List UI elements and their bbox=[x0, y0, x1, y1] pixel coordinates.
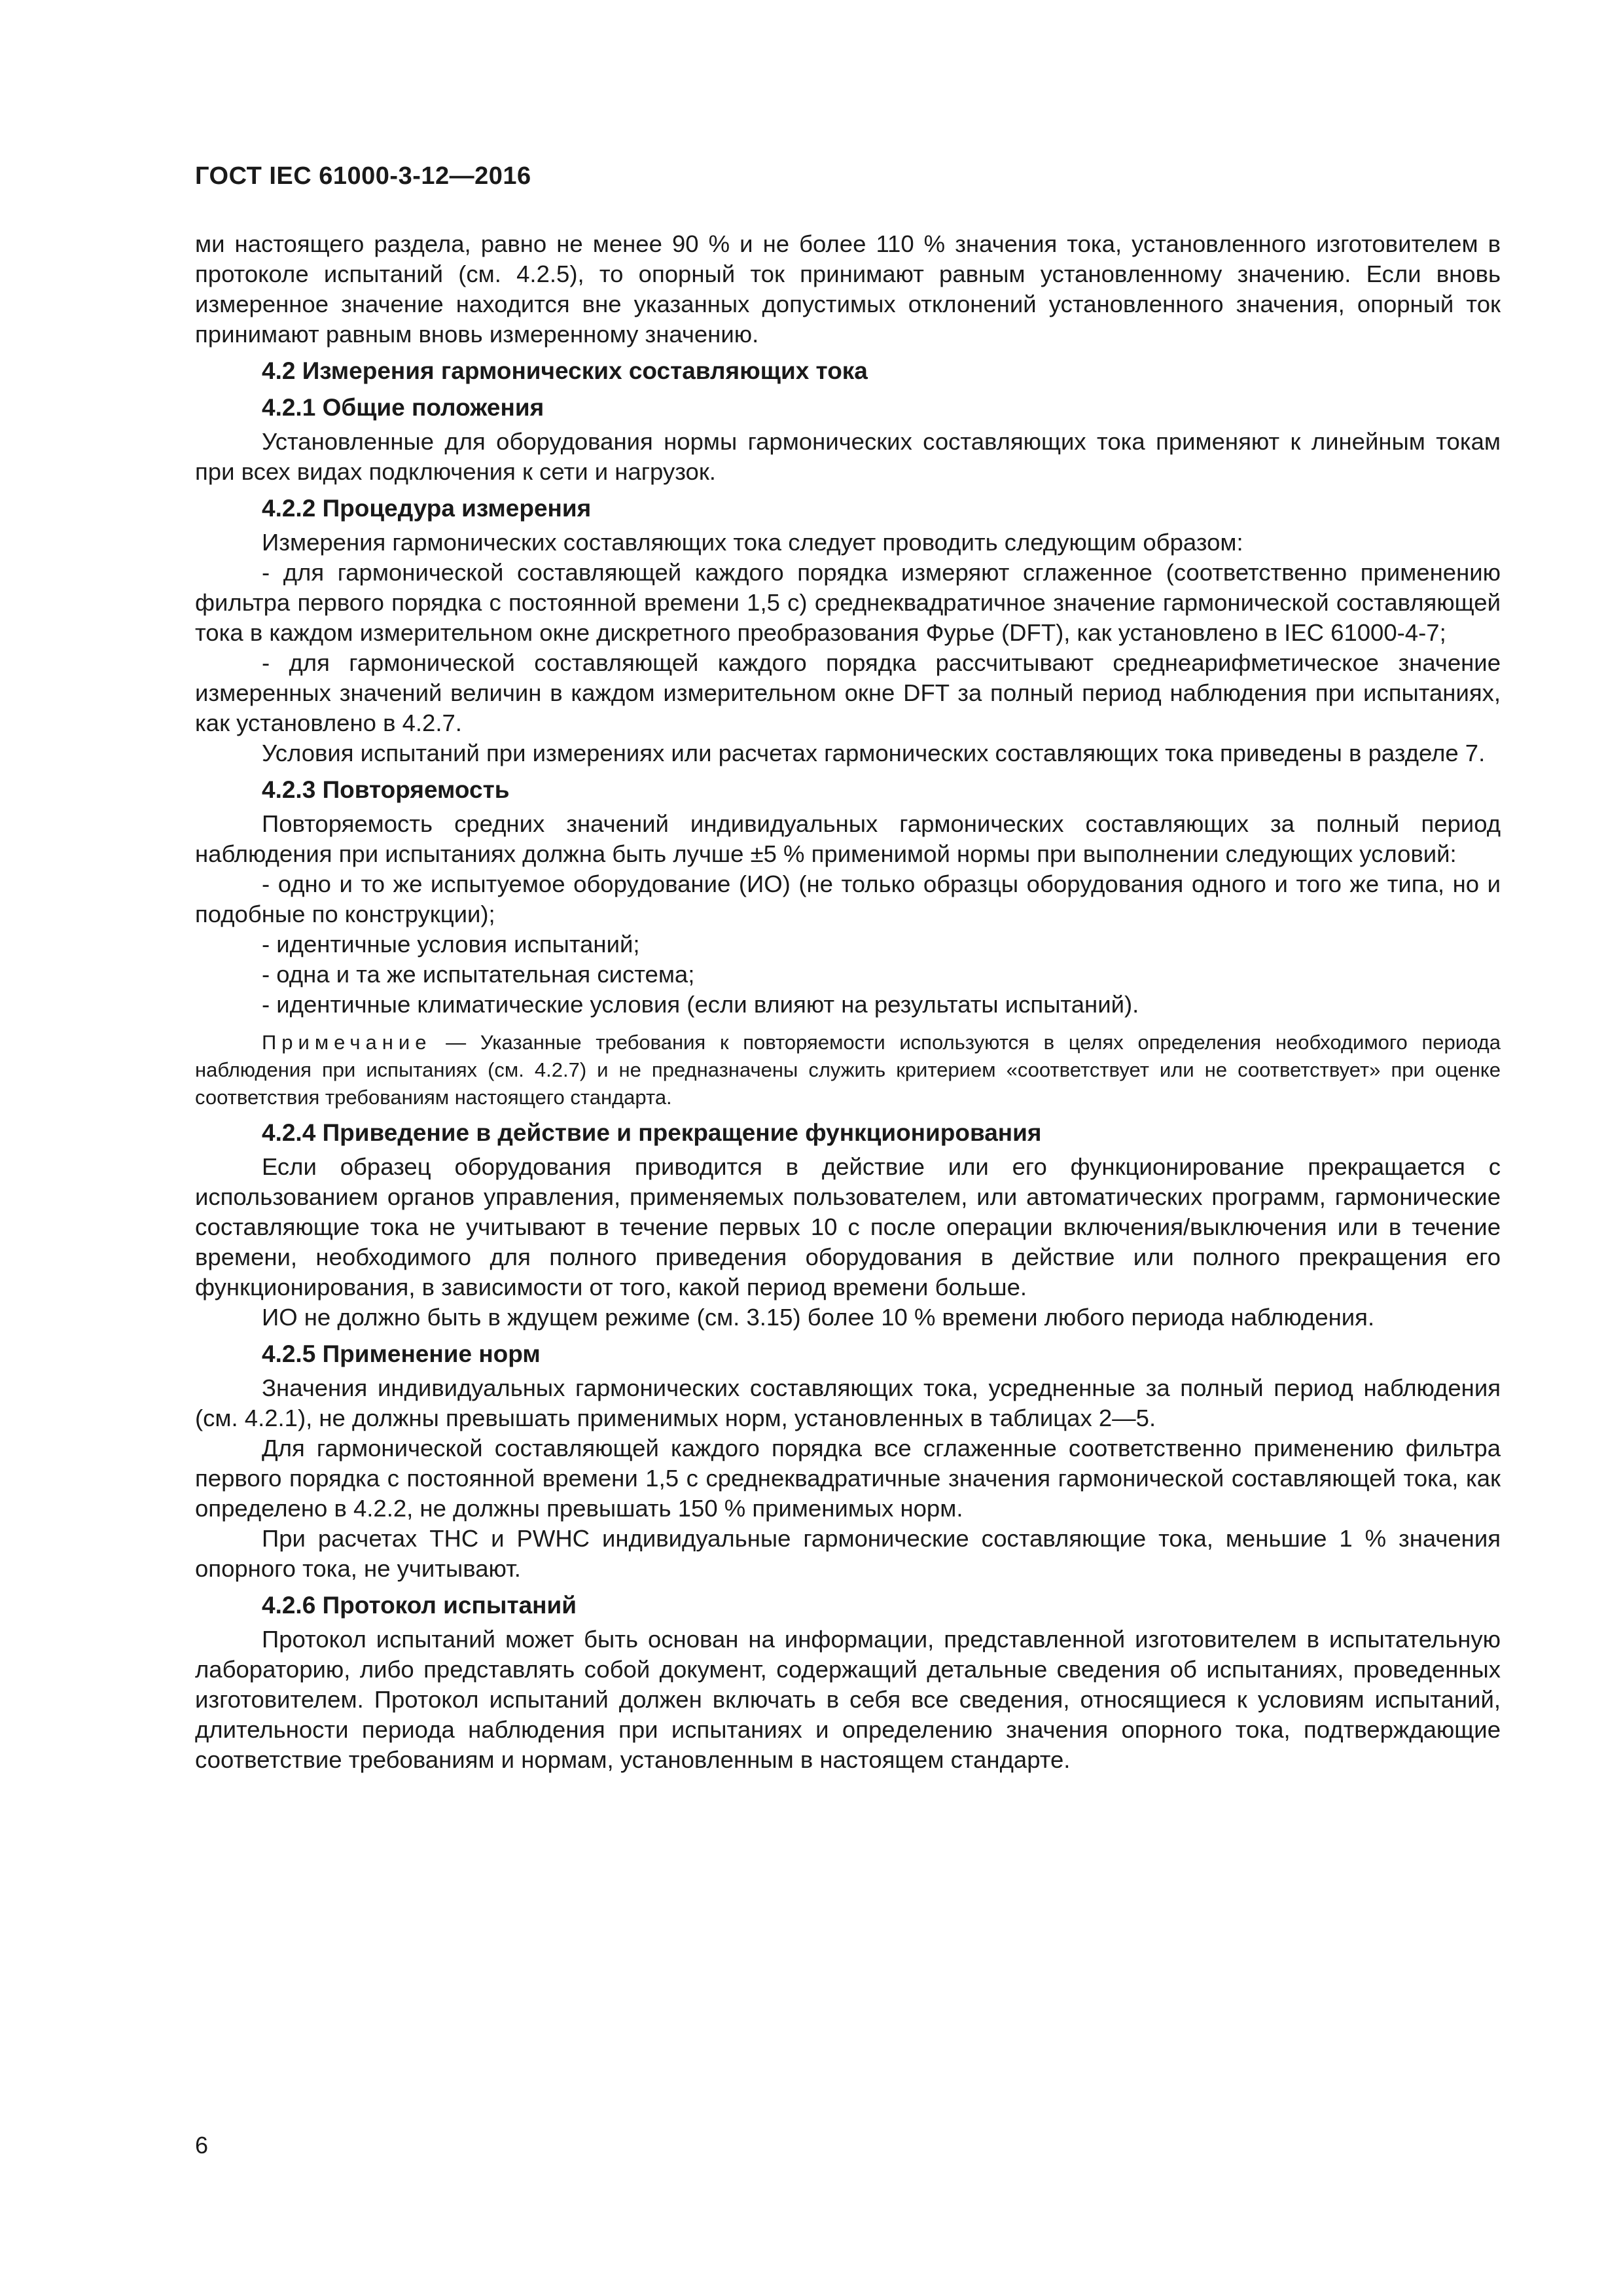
page-number: 6 bbox=[195, 2132, 209, 2159]
section-heading-4-2-2: 4.2.2 Процедура измерения bbox=[262, 495, 592, 522]
paragraph-4-2-2-d: Условия испытаний при измерениях или расчетах гармонических составляющих тока приведены в разделе 7. bbox=[262, 740, 1486, 766]
paragraph-intro: ми настоящего раздела, равно не менее 90 % и не более 110 % значения тока, установленного изготовителем в протоколе испытаний (см. 4.2.5), то опорный ток принимают равным установленному значению. Если вновь измеренное значение находится вне указанных допустимых отклонений установленного значения, опорный ток принимают равным вновь измеренному значению. bbox=[195, 230, 1501, 348]
section-heading-4-2: 4.2 Измерения гармонических составляющих тока bbox=[262, 357, 868, 384]
paragraph-4-2-4-a: Если образец оборудования приводится в действие или его функционирование прекращается с использованием органов управления, применяемых пользователем, или автоматических программ, гармонические составляющие тока не учитывают в течение первых 10 с после операции включения/выключения или в течение времени, необходимого для полного приведения оборудования в действие или полного прекращения его функционирования, в зависимости от того, какой период времени больше. bbox=[195, 1153, 1501, 1300]
section-heading-4-2-5: 4.2.5 Применение норм bbox=[262, 1340, 541, 1367]
document-page bbox=[195, 164, 1501, 2258]
standard-designation: ГОСТ IEC 61000-3-12—2016 bbox=[195, 162, 531, 190]
note-text: — Указанные требования к повторяемости используются в целях определения необходимого периода наблюдения при испытаниях (см. 4.2.7) и не предназначены служить критерием «соответствует или не соответствует» при оценке соответствия требованиям настоящего стандарта. bbox=[195, 1031, 1501, 1109]
section-heading-4-2-4: 4.2.4 Приведение в действие и прекращение функционирования bbox=[262, 1119, 1042, 1146]
paragraph-4-2-5-a: Значения индивидуальных гармонических составляющих тока, усредненные за полный период наблюдения (см. 4.2.1), не должны превышать применимых норм, установленных в таблицах 2—5. bbox=[195, 1374, 1501, 1431]
list-item-4-2-3-c: - идентичные условия испытаний; bbox=[262, 931, 640, 958]
paragraph-4-2-4-b: ИО не должно быть в ждущем режиме (см. 3.15) более 10 % времени любого периода наблюдения. bbox=[262, 1304, 1375, 1331]
note-label: Примечание bbox=[262, 1031, 432, 1054]
paragraph-4-2-1: Установленные для оборудования нормы гармонических составляющих тока применяют к линейным токам при всех видах подключения к сети и нагрузок. bbox=[195, 428, 1501, 485]
document-body bbox=[195, 229, 1501, 1775]
note-paragraph bbox=[195, 1029, 1501, 1111]
section-heading-4-2-6: 4.2.6 Протокол испытаний bbox=[262, 1592, 577, 1619]
list-item-4-2-3-d: - одна и та же испытательная система; bbox=[262, 961, 695, 988]
list-item-4-2-3-b: - одно и то же испытуемое оборудование (ИО) (не только образцы оборудования одного и того же типа, но и подобные по конструкции); bbox=[195, 870, 1501, 927]
list-item-4-2-2-b: - для гармонической составляющей каждого порядка измеряют сглаженное (соответственно применению фильтра первого порядка с постоянной времени 1,5 с) среднеквадратичное значение гармонической составляющей тока в каждом измерительном окне дискретного преобразования Фурье (DFT), как установлено в IEC 61000-4-7; bbox=[195, 559, 1501, 646]
list-item-4-2-2-c: - для гармонической составляющей каждого порядка рассчитывают среднеарифметическое значение измеренных значений величин в каждом измерительном окне DFT за полный период наблюдения при испытаниях, как установлено в 4.2.7. bbox=[195, 649, 1501, 736]
section-heading-4-2-1: 4.2.1 Общие положения bbox=[262, 394, 544, 421]
paragraph-4-2-3-a: Повторяемость средних значений индивидуальных гармонических составляющих за полный период наблюдения при испытаниях должна быть лучше ±5 % применимой нормы при выполнении следующих условий: bbox=[195, 810, 1501, 867]
paragraph-4-2-6: Протокол испытаний может быть основан на информации, представленной изготовителем в испытательную лабораторию, либо представлять собой документ, содержащий детальные сведения об испытаниях, проведенных изготовителем. Протокол испытаний должен включать в себя все сведения, относящиеся к условиям испытаний, длительности периода наблюдения при испытаниях и определению значения опорного тока, подтверждающие соответствие требованиям и нормам, установленным в настоящем стандарте. bbox=[195, 1626, 1501, 1773]
section-heading-4-2-3: 4.2.3 Повторяемость bbox=[262, 776, 510, 803]
paragraph-4-2-5-b: Для гармонической составляющей каждого порядка все сглаженные соответственно применению фильтра первого порядка с постоянной времени 1,5 с среднеквадратичные значения гармонической составляющей тока, как определено в 4.2.2, не должны превышать 150 % применимых норм. bbox=[195, 1435, 1501, 1522]
paragraph-4-2-2-a: Измерения гармонических составляющих тока следует проводить следующим образом: bbox=[262, 529, 1243, 556]
list-item-4-2-3-e: - идентичные климатические условия (если влияют на результаты испытаний). bbox=[262, 991, 1139, 1018]
paragraph-4-2-5-c: При расчетах THC и PWHC индивидуальные гармонические составляющие тока, меньшие 1 % значения опорного тока, не учитывают. bbox=[195, 1525, 1501, 1582]
